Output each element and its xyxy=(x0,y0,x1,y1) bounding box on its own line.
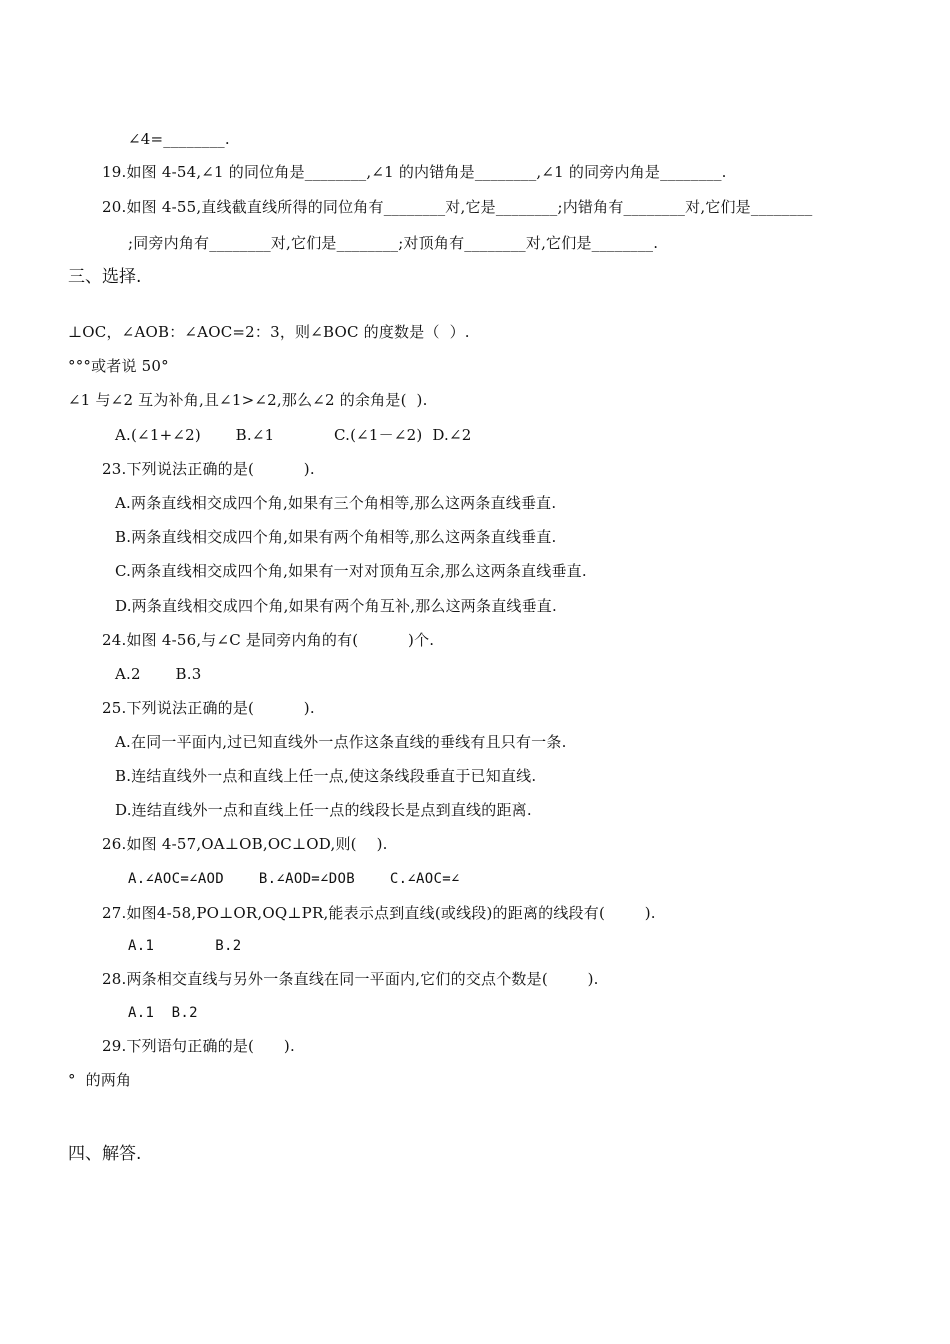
question-21-note: °°°或者说 50° xyxy=(68,357,169,375)
question-20: 20.如图 4-55,直线截直线所得的同位角有________对,它是________;内错角有________对,它们是________ xyxy=(102,198,813,216)
question-25-option-b: B.连结直线外一点和直线上任一点,使这条线段垂直于已知直线. xyxy=(115,767,537,785)
question-27-options: A.1 B.2 xyxy=(128,938,242,954)
question-23-option-b: B.两条直线相交成四个角,如果有两个角相等,那么这两条直线垂直. xyxy=(115,528,557,546)
question-22: ∠1 与∠2 互为补角,且∠1>∠2,那么∠2 的余角是( ). xyxy=(68,391,428,409)
question-29: 29.下列语句正确的是( ). xyxy=(102,1037,295,1055)
question-23: 23.下列说法正确的是( ). xyxy=(102,460,315,478)
question-26-options: A.∠AOC=∠AOD B.∠AOD=∠DOB C.∠AOC=∠ xyxy=(128,871,460,887)
question-28: 28.两条相交直线与另外一条直线在同一平面内,它们的交点个数是( ). xyxy=(102,970,599,988)
question-23-option-c: C.两条直线相交成四个角,如果有一对对顶角互余,那么这两条直线垂直. xyxy=(115,562,587,580)
question-27: 27.如图4-58,PO⊥OR,OQ⊥PR,能表示点到直线(或线段)的距离的线段有( ). xyxy=(102,904,656,922)
question-26: 26.如图 4-57,OA⊥OB,OC⊥OD,则( ). xyxy=(102,835,388,853)
question-23-option-d: D.两条直线相交成四个角,如果有两个角互补,那么这两条直线垂直. xyxy=(115,597,557,615)
question-19: 19.如图 4-54,∠1 的同位角是________,∠1 的内错角是________,∠1 的同旁内角是________. xyxy=(102,163,727,181)
question-24: 24.如图 4-56,与∠C 是同旁内角的有( )个. xyxy=(102,631,435,649)
question-20-continued: ;同旁内角有________对,它们是________;对顶角有________对,它们是________. xyxy=(128,234,659,252)
question-22-options: A.(∠1+∠2) B.∠1 C.(∠1－∠2) D.∠2 xyxy=(115,426,472,444)
question-29-fragment: ° 的两角 xyxy=(68,1071,132,1089)
question-21: ⊥OC，∠AOB：∠AOC=2：3，则∠BOC 的度数是（ ）. xyxy=(68,323,470,341)
question-25-option-a: A.在同一平面内,过已知直线外一点作这条直线的垂线有且只有一条. xyxy=(115,733,567,751)
section-heading-choice: 三、选择. xyxy=(68,267,142,287)
question-25: 25.下列说法正确的是( ). xyxy=(102,699,315,717)
question-25-option-d: D.连结直线外一点和直线上任一点的线段长是点到直线的距离. xyxy=(115,801,532,819)
question-24-options: A.2 B.3 xyxy=(115,665,202,683)
question-23-option-a: A.两条直线相交成四个角,如果有三个角相等,那么这两条直线垂直. xyxy=(115,494,557,512)
blank-angle4: ∠4=________. xyxy=(128,130,230,148)
section-heading-answer: 四、解答. xyxy=(68,1144,142,1164)
question-28-options: A.1 B.2 xyxy=(128,1005,198,1021)
